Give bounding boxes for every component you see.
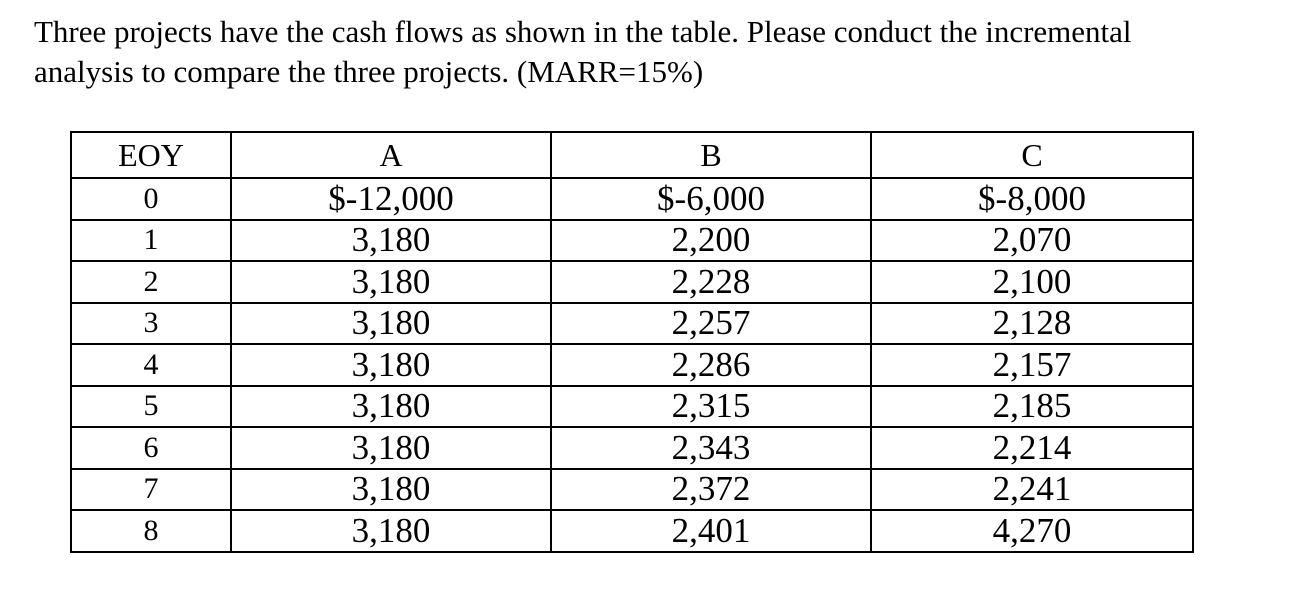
project-b-cell: 2,315 bbox=[551, 386, 871, 428]
project-a-cell: $-12,000 bbox=[231, 178, 551, 220]
project-a-cell: 3,180 bbox=[231, 261, 551, 303]
table-row bbox=[71, 178, 1193, 220]
eoy-cell: 2 bbox=[71, 261, 231, 303]
project-c-cell: 2,185 bbox=[871, 386, 1193, 428]
eoy-cell: 4 bbox=[71, 344, 231, 386]
problem-statement-line-1: Three projects have the cash flows as shown in the table. Please conduct the incremental bbox=[34, 14, 1132, 49]
table-row bbox=[71, 220, 1193, 262]
table-header-row bbox=[71, 132, 1193, 178]
cash-flow-table bbox=[70, 131, 1194, 553]
project-a-cell: 3,180 bbox=[231, 510, 551, 552]
project-b-cell: 2,228 bbox=[551, 261, 871, 303]
project-a-cell: 3,180 bbox=[231, 344, 551, 386]
project-c-cell: 2,100 bbox=[871, 261, 1193, 303]
project-b-cell: 2,286 bbox=[551, 344, 871, 386]
problem-statement bbox=[34, 12, 1294, 92]
project-b-cell: 2,200 bbox=[551, 220, 871, 262]
project-c-cell: 2,070 bbox=[871, 220, 1193, 262]
project-c-cell: 2,241 bbox=[871, 469, 1193, 511]
table-row bbox=[71, 261, 1193, 303]
project-a-cell: 3,180 bbox=[231, 427, 551, 469]
eoy-cell: 3 bbox=[71, 303, 231, 345]
project-c-cell: 2,128 bbox=[871, 303, 1193, 345]
eoy-cell: 8 bbox=[71, 510, 231, 552]
project-a-cell: 3,180 bbox=[231, 386, 551, 428]
table-row bbox=[71, 510, 1193, 552]
table-row bbox=[71, 386, 1193, 428]
problem-statement-line-2: analysis to compare the three projects. (MARR=15%) bbox=[34, 54, 704, 89]
header-project-a: A bbox=[231, 132, 551, 178]
project-b-cell: 2,372 bbox=[551, 469, 871, 511]
project-c-cell: $-8,000 bbox=[871, 178, 1193, 220]
eoy-cell: 0 bbox=[71, 178, 231, 220]
project-b-cell: 2,257 bbox=[551, 303, 871, 345]
project-a-cell: 3,180 bbox=[231, 303, 551, 345]
project-a-cell: 3,180 bbox=[231, 220, 551, 262]
eoy-cell: 1 bbox=[71, 220, 231, 262]
project-a-cell: 3,180 bbox=[231, 469, 551, 511]
project-b-cell: 2,401 bbox=[551, 510, 871, 552]
project-c-cell: 2,157 bbox=[871, 344, 1193, 386]
table-row bbox=[71, 303, 1193, 345]
eoy-cell: 7 bbox=[71, 469, 231, 511]
header-project-b: B bbox=[551, 132, 871, 178]
header-project-c: C bbox=[871, 132, 1193, 178]
table-row bbox=[71, 469, 1193, 511]
eoy-cell: 6 bbox=[71, 427, 231, 469]
table-row bbox=[71, 344, 1193, 386]
project-c-cell: 2,214 bbox=[871, 427, 1193, 469]
project-c-cell: 4,270 bbox=[871, 510, 1193, 552]
header-eoy: EOY bbox=[71, 132, 231, 178]
table-row bbox=[71, 427, 1193, 469]
project-b-cell: $-6,000 bbox=[551, 178, 871, 220]
project-b-cell: 2,343 bbox=[551, 427, 871, 469]
eoy-cell: 5 bbox=[71, 386, 231, 428]
